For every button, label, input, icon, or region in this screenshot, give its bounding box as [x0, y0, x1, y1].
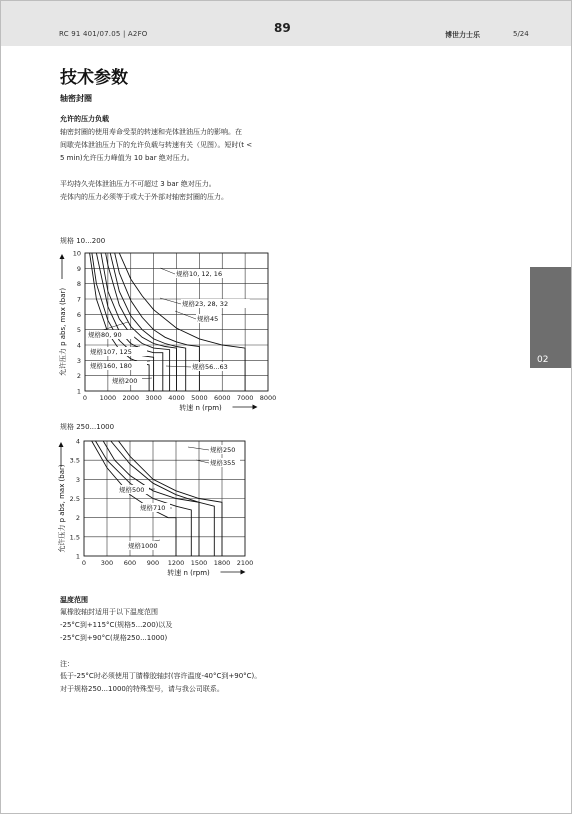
x-tick-label: 1200 [167, 559, 185, 567]
x-tick-label: 5000 [191, 394, 208, 402]
y-axis-label: 允许压力 p abs, max (bar) [59, 287, 67, 377]
page-title: 技术参数 [60, 68, 128, 88]
series-label: 规格160, 180 [90, 362, 132, 370]
x-tick-label: 300 [100, 559, 114, 567]
temperature-heading: 温度范围 [60, 596, 88, 604]
x-tick-label: 6000 [213, 394, 231, 402]
series-label: 规格200 [112, 377, 138, 385]
x-tick-label: 0 [82, 394, 88, 402]
series-label: 规格107, 125 [90, 348, 132, 356]
y-tick-label: 5 [76, 326, 81, 335]
y-tick-label: 8 [76, 280, 81, 289]
y-tick-label: 10 [72, 249, 81, 258]
x-tick-label: 1800 [213, 559, 231, 567]
y-tick-label: 4 [76, 341, 81, 350]
y-tick-label: 1 [76, 387, 81, 396]
x-tick-label: 8000 [259, 394, 277, 402]
paragraph-line: 氟橡胶轴封适用于以下温度范围 [60, 608, 158, 616]
series-label: 规格23, 28, 32 [182, 300, 229, 308]
y-tick-label: 1.5 [69, 533, 80, 542]
chapter-tab-label: 02 [537, 355, 549, 365]
x-axis-arrowhead [241, 570, 246, 575]
y-tick-label: 2 [75, 514, 80, 523]
page-number: 89 [274, 21, 291, 35]
y-tick-label: 2 [76, 372, 81, 381]
x-axis-label: 转速 n (rpm) [179, 404, 222, 412]
x-tick-label: 3000 [145, 394, 162, 402]
y-tick-label: 3 [75, 475, 80, 484]
chart1-title: 规格 10...200 [60, 237, 106, 245]
x-tick-label: 900 [146, 559, 160, 567]
series-label: 规格45 [197, 315, 219, 323]
y-tick-label: 6 [76, 310, 81, 319]
x-axis-label: 转速 n (rpm) [167, 569, 210, 577]
y-tick-label: 1 [75, 552, 80, 561]
paragraph-line: -25°C到+90°C(规格250...1000) [60, 634, 168, 642]
x-tick-label: 2100 [236, 559, 254, 567]
x-tick-label: 4000 [168, 394, 185, 402]
x-tick-label: 600 [123, 559, 137, 567]
series-label: 规格250 [210, 446, 236, 454]
y-tick-label: 3.5 [69, 456, 80, 465]
page-of-count: 5/24 [513, 30, 529, 38]
y-tick-label: 7 [76, 295, 81, 304]
chart2-title: 规格 250...1000 [60, 423, 115, 431]
paragraph-line: -25°C到+115°C(规格5...200)以及 [60, 621, 173, 629]
y-axis-label: 允许压力 p abs, max (bar) [58, 464, 66, 553]
x-tick-label: 1000 [99, 394, 117, 402]
x-tick-label: 0 [81, 559, 87, 567]
label-leader [188, 447, 209, 450]
paragraph-line: 5 min)允许压力峰值为 10 bar 绝对压力。 [60, 154, 194, 162]
paragraph-line: 壳体内的压力必须等于或大于外部对轴密封圈的压力。 [60, 193, 228, 201]
series-label: 规格355 [210, 459, 236, 467]
note-heading: 注： [60, 660, 74, 668]
x-tick-label: 2000 [122, 394, 140, 402]
series-label: 规格10, 12, 16 [176, 270, 223, 278]
paragraph-line: 间歇壳体泄油压力下的允许负载与转速有关（见图）。短时(t < [60, 141, 253, 149]
x-tick-label: 7000 [236, 394, 254, 402]
series-label: 规格500 [119, 486, 145, 494]
section-subtitle: 轴密封圈 [60, 94, 92, 103]
note-paragraph [60, 670, 292, 696]
y-tick-label: 4 [75, 437, 80, 446]
temperature-paragraph [60, 606, 292, 645]
y-tick-label: 9 [76, 264, 81, 273]
paragraph-line: 低于-25°C时必须使用丁腈橡胶轴封(容许温度-40°C到+90°C)。 [60, 672, 262, 680]
paragraph-line: 轴密封圈的使用寿命受泵的转速和壳体泄油压力的影响。在 [60, 128, 242, 136]
series-label: 规格710 [140, 504, 166, 512]
y-tick-label: 2.5 [69, 495, 80, 503]
paragraph-line: 平均持久壳体泄油压力不可超过 3 bar 绝对压力。 [60, 180, 216, 188]
x-tick-label: 1500 [190, 559, 208, 567]
brand-name: 博世力士乐 [445, 31, 480, 39]
series-label: 规格80, 90 [88, 331, 122, 339]
y-tick-label: 3 [76, 356, 81, 365]
paragraph-line: 对于规格250...1000的特殊型号，请与我公司联系。 [60, 685, 224, 693]
pressure-heading: 允许的压力负载 [60, 115, 109, 123]
series-label: 规格1000 [128, 542, 158, 550]
document-reference: RC 91 401/07.05 | A2FO [59, 30, 148, 38]
series-label: 规格56...63 [192, 363, 228, 371]
y-axis-arrowhead [59, 442, 64, 447]
